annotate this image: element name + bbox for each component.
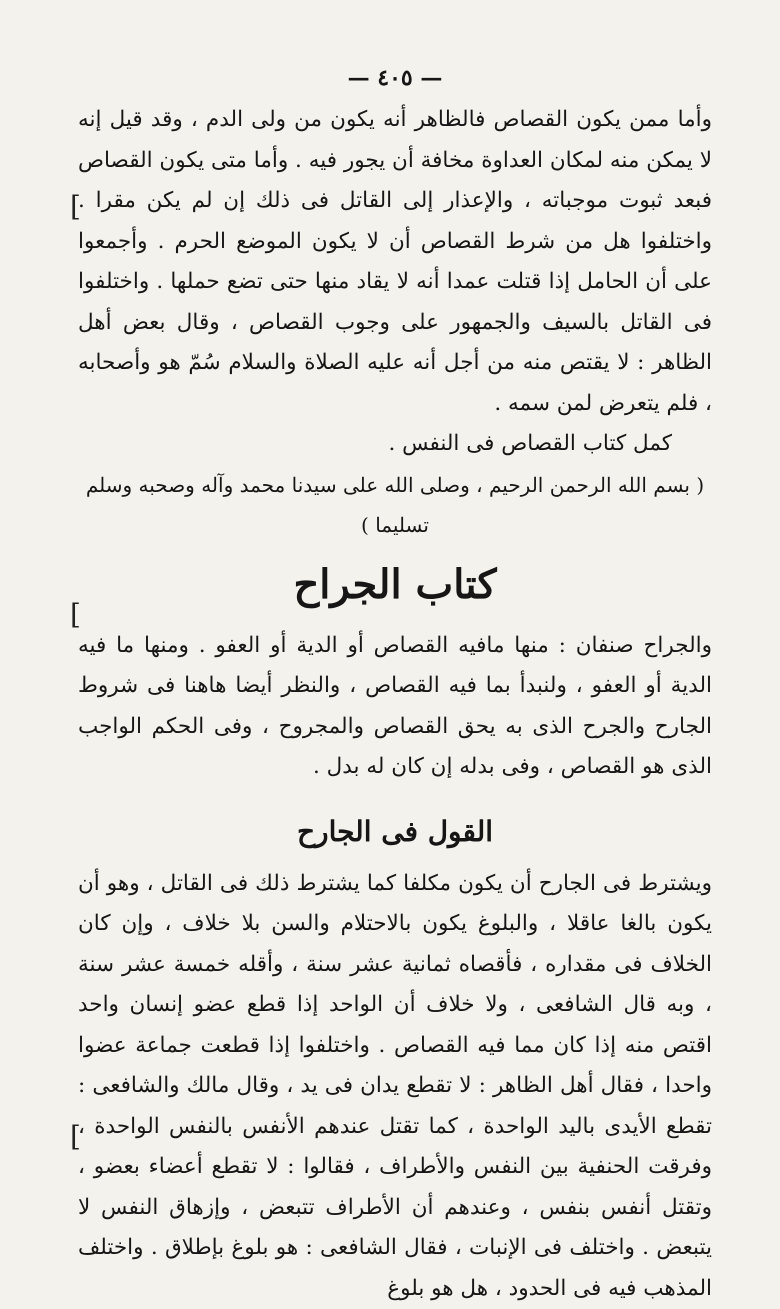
paragraph-wounder-conditions: ويشترط فى الجارح أن يكون مكلفا كما يشترط ذلك فى القاتل ، وهو أن يكون بالغا عاقلا ، والبلوغ يكون بالاحتلام والسن بلا خلاف ، وإن كان الخلاف فى مقداره ، فأقصاه ثمانية عشر سنة ، وأقله خمسة عشر سنة ، وبه قال الشافعى ، ولا خلاف أن الواحد إذا قطع عضو إنسان واحد اقتص منه إذا كان مما فيه القصاص . واختلفوا إذا قطعت جماعة عضوا واحدا ، فقال أهل الظاهر : لا تقطع يدان فى يد ، وقال مالك والشافعى : تقطع الأيدى باليد الواحدة ، كما تقتل عندهم الأنفس بالنفس الواحدة ، وفرقت الحنفية بين النفس والأطراف ، فقالوا : لا تقطع أعضاء بعضو ، وتقتل أنفس بنفس ، وعندهم أن الأطراف تتبعض ، وإزهاق النفس لا يتبعض . واختلف فى الإنبات ، فقال الشافعى : هو بلوغ بإطلاق . واختلف المذهب فيه فى الحدود ، هل هو بلوغ xyxy=(78,864,712,1309)
basmala-line: ( بسم الله الرحمن الرحيم ، وصلى الله على سيدنا محمد وآله وصحبه وسلم تسليما ) xyxy=(78,465,712,546)
chapter-closing-line: كمل كتاب القصاص فى النفس . xyxy=(78,424,712,465)
page-number: — ٤٠٥ — xyxy=(78,58,712,98)
margin-bracket-mark: [ xyxy=(70,190,81,223)
book-title: كتاب الجراح xyxy=(78,550,712,620)
section-title: القول فى الجارح xyxy=(78,802,712,862)
paragraph-wounds-intro: والجراح صنفان : منها مافيه القصاص أو الدية أو العفو . ومنها ما فيه الدية أو العفو ، ولنبدأ بما فيه القصاص ، والنظر أيضا هاهنا فى شروط الجارح والجرح الذى به يحق القصاص والمجروح ، وفى الحكم الواجب الذى هو القصاص ، وفى بدله إن كان له بدل . xyxy=(78,626,712,788)
margin-bracket-mark: [ xyxy=(70,598,81,631)
paragraph-qisas-conditions: وأما ممن يكون القصاص فالظاهر أنه يكون من ولى الدم ، وقد قيل إنه لا يمكن منه لمكان العداوة مخافة أن يجور فيه . وأما متى يكون القصاص فبعد ثبوت موجباته ، والإعذار إلى القاتل فى ذلك إن لم يكن مقرا . واختلفوا هل من شرط القصاص أن لا يكون الموضع الحرم . وأجمعوا على أن الحامل إذا قتلت عمدا أنه لا يقاد منها حتى تضع حملها . واختلفوا فى القاتل بالسيف والجمهور على وجوب القصاص ، وقال بعض أهل الظاهر : لا يقتص منه من أجل أنه عليه الصلاة والسلام سُمّ هو وأصحابه ، فلم يتعرض لمن سمه . xyxy=(78,100,712,424)
margin-bracket-mark: [ xyxy=(70,1120,81,1153)
